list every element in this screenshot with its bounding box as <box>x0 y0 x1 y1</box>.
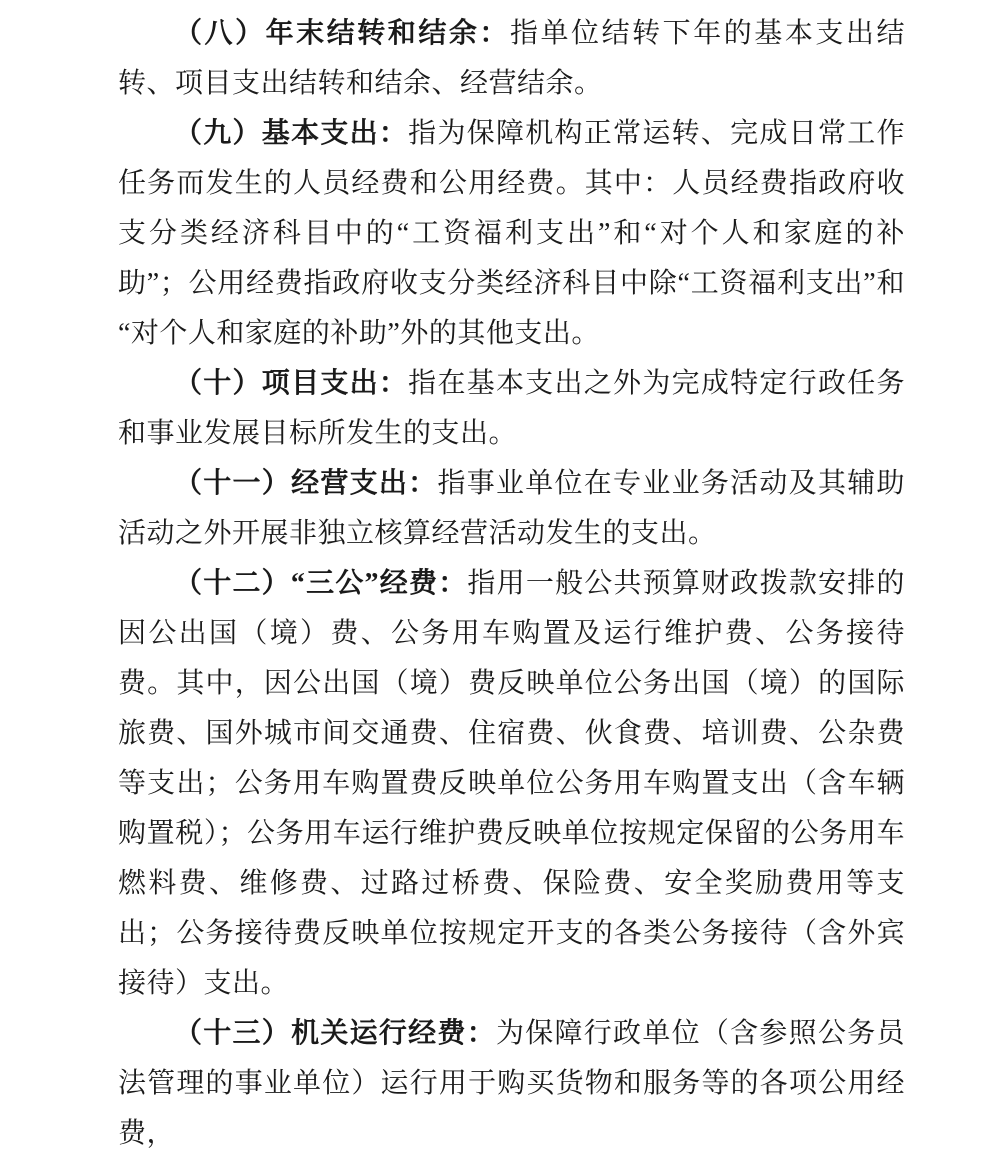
term-label: （十）项目支出： <box>174 368 409 399</box>
paragraph-text: 指为保障机构正常运转、完成日常工作任务而发生的人员经费和公用经费。其中：人员经费指政府收支分类经济科目中的“工资福利支出”和“对个人和家庭的补助”；公用经费指政府收支分类经济科目中除“工资福利支出”和“对个人和家庭的补助”外的其他支出。 <box>118 118 905 349</box>
paragraph <box>118 1009 905 1159</box>
term-label: （十二）“三公”经费： <box>174 568 468 599</box>
paragraph-text: 指单位结转下年的基本支出结转、项目支出结转和结余、经营结余。 <box>118 18 905 99</box>
paragraph <box>118 109 905 359</box>
document-body <box>118 9 905 1159</box>
paragraph-text: 为保障行政单位（含参照公务员法管理的事业单位）运行用于购买货物和服务等的各项公用经费， <box>118 1018 905 1149</box>
paragraph-text: 指在基本支出之外为完成特定行政任务和事业发展目标所发生的支出。 <box>118 368 905 449</box>
term-label: （九）基本支出： <box>174 118 409 149</box>
term-label: （十一）经营支出： <box>174 468 438 499</box>
paragraph <box>118 459 905 559</box>
paragraph-text: 指用一般公共预算财政拨款安排的因公出国（境）费、公务用车购置及运行维护费、公务接待费。其中，因公出国（境）费反映单位公务出国（境）的国际旅费、国外城市间交通费、住宿费、伙食费、培训费、公杂费等支出；公务用车购置费反映单位公务用车购置支出（含车辆购置税）；公务用车运行维护费反映单位按规定保留的公务用车燃料费、维修费、过路过桥费、保险费、安全奖励费用等支出；公务接待费反映单位按规定开支的各类公务接待（含外宾接待）支出。 <box>118 568 905 999</box>
paragraph <box>118 359 905 459</box>
paragraph-text: 指事业单位在专业业务活动及其辅助活动之外开展非独立核算经营活动发生的支出。 <box>118 468 905 549</box>
paragraph <box>118 9 905 109</box>
term-label: （八）年末结转和结余： <box>174 18 510 49</box>
term-label: （十三）机关运行经费： <box>174 1018 496 1049</box>
paragraph <box>118 559 905 1009</box>
